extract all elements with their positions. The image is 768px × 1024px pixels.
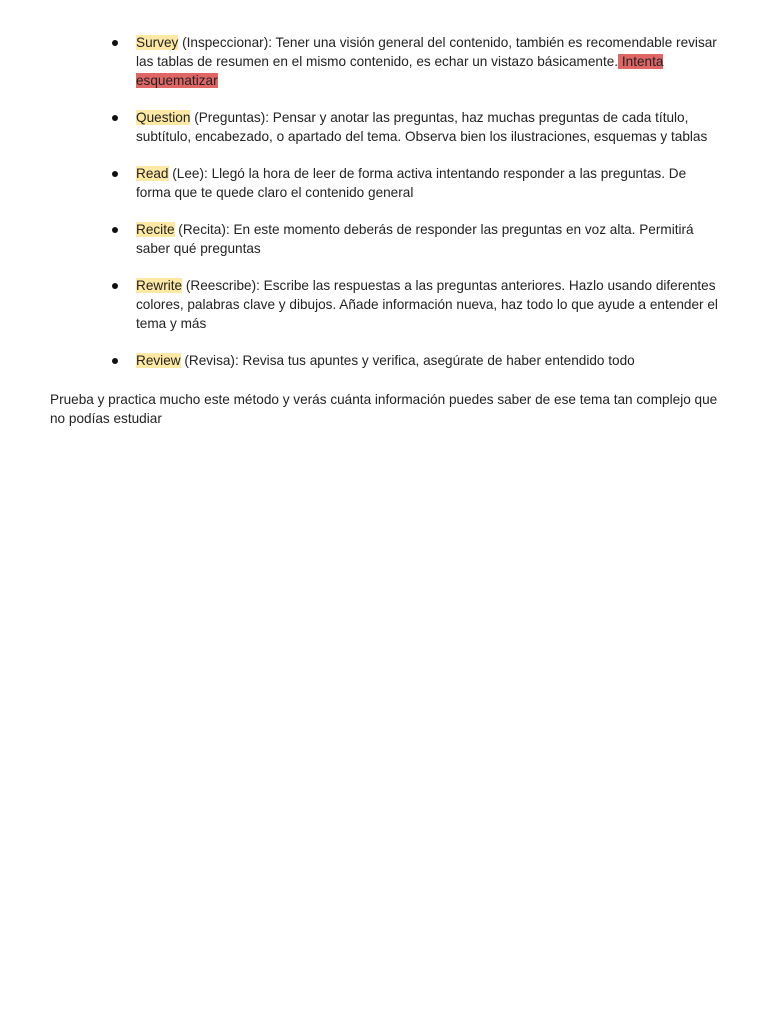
term-highlight: Read — [136, 166, 169, 181]
term-highlight: Rewrite — [136, 278, 183, 293]
term-highlight: Review — [136, 353, 181, 368]
closing-paragraph: Prueba y practica mucho este método y verás cuánta información puedes saber de ese tema tan complejo que no podías estudiar — [50, 392, 718, 426]
list-item-review — [112, 351, 722, 370]
item-description: (Lee): Llegó la hora de leer de forma activa intentando responder a las preguntas. De forma que te quede claro el contenido general — [136, 166, 687, 200]
item-description: (Preguntas): Pensar y anotar las preguntas, haz muchas preguntas de cada título, subtítulo, encabezado, o apartado del tema. Observa bien los ilustraciones, esquemas y tablas — [136, 110, 708, 144]
list-item-read — [112, 164, 722, 202]
item-description: (Inspeccionar): Tener una visión general del contenido, también es recomendable revisar las tablas de resumen en el mismo contenido, es echar un vistazo básicamente. — [136, 35, 717, 69]
bullet-icon — [112, 227, 118, 233]
note-highlight: Intenta esquematizar — [136, 54, 664, 88]
list-item-rewrite — [112, 276, 722, 333]
term-highlight: Question — [136, 110, 191, 125]
list-item-recite — [112, 220, 722, 258]
bullet-icon — [112, 283, 118, 289]
item-description: (Revisa): Revisa tus apuntes y verifica, asegúrate de haber entendido todo — [180, 353, 635, 368]
bullet-icon — [112, 40, 118, 46]
bullet-icon — [112, 358, 118, 364]
item-description: (Recita): En este momento deberás de responder las preguntas en voz alta. Permitirá saber qué preguntas — [136, 222, 694, 256]
bullet-icon — [112, 171, 118, 177]
term-highlight: Recite — [136, 222, 175, 237]
term-highlight: Survey — [136, 35, 179, 50]
item-description: (Reescribe): Escribe las respuestas a las preguntas anteriores. Hazlo usando diferentes colores, palabras clave y dibujos. Añade información nueva, haz todo lo que ayude a entender el tema y más — [136, 278, 718, 331]
list-item-survey — [112, 33, 722, 90]
list-item-question — [112, 108, 722, 146]
bullet-icon — [112, 115, 118, 121]
method-steps-list — [112, 33, 722, 388]
